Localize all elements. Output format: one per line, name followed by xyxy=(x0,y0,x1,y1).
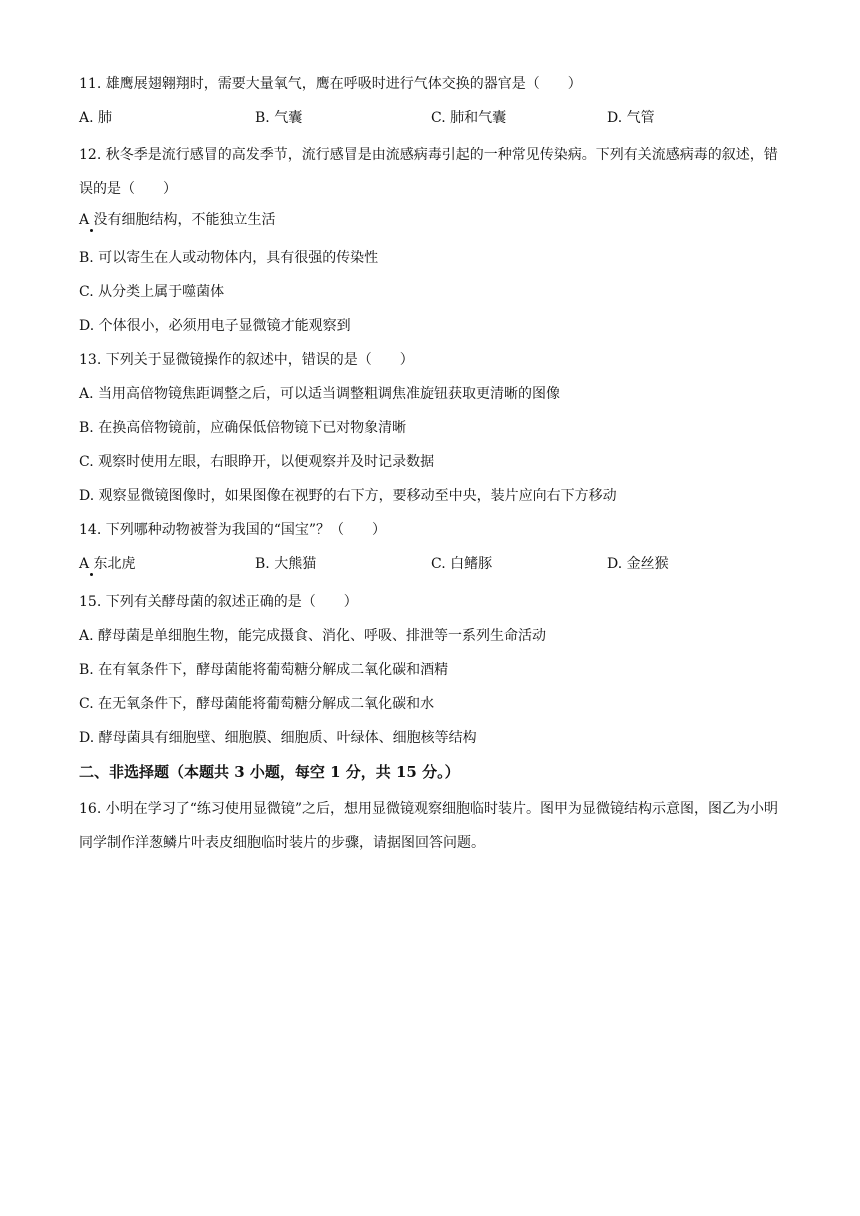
q15-option-a[interactable]: A. 酵母菌是单细胞生物，能完成摄食、消化、呼吸、排泄等一系列生命活动 xyxy=(79,628,547,644)
question-11-options xyxy=(79,104,791,138)
q13-option-c[interactable]: C. 观察时使用左眼，右眼睁开，以便观察并及时记录数据 xyxy=(79,454,435,470)
q14-option-d[interactable]: D. 金丝猴 xyxy=(607,556,669,572)
q11-option-a[interactable]: A. 肺 xyxy=(79,110,113,126)
question-16-stem: 16. 小明在学习了“练习使用显微镜”之后，想用显微镜观察细胞临时装片。图甲为显微镜结构示意图，图乙为小明同学制作洋葱鳞片叶表皮细胞临时装片的步骤，请据图回答问题。 xyxy=(79,801,779,851)
q11-option-b[interactable]: B. 气囊 xyxy=(255,110,303,126)
q13-option-b[interactable]: B. 在换高倍物镜前，应确保低倍物镜下已对物象清晰 xyxy=(79,420,407,436)
q12-option-b[interactable]: B. 可以寄生在人或动物体内，具有很强的传染性 xyxy=(79,250,379,266)
q15-option-b[interactable]: B. 在有氧条件下，酵母菌能将葡萄糖分解成二氧化碳和酒精 xyxy=(79,662,449,678)
q14-option-a-text: A 东北虎 xyxy=(79,556,136,572)
q15-option-c[interactable]: C. 在无氧条件下，酵母菌能将葡萄糖分解成二氧化碳和水 xyxy=(79,696,435,712)
emphasis-dot xyxy=(90,229,93,232)
q14-option-b[interactable]: B. 大熊猫 xyxy=(255,556,317,572)
section-2-title: 二、非选择题（本题共 3 小题，每空 1 分，共 15 分。） xyxy=(79,763,460,781)
question-13-stem: 13. 下列关于显微镜操作的叙述中，错误的是（ ） xyxy=(79,352,414,368)
question-15-stem: 15. 下列有关酵母菌的叙述正确的是（ ） xyxy=(79,594,358,610)
q12-option-a[interactable] xyxy=(79,206,791,244)
question-11-stem: 11. 雄鹰展翅翱翔时，需要大量氧气，鹰在呼吸时进行气体交换的器官是（ ） xyxy=(79,76,582,92)
q13-option-d[interactable]: D. 观察显微镜图像时，如果图像在视野的右下方，要移动至中央，装片应向右下方移动 xyxy=(79,488,617,504)
q11-option-c[interactable]: C. 肺和气囊 xyxy=(431,110,507,126)
question-14-stem: 14. 下列哪种动物被誉为我国的“国宝”？（ ） xyxy=(79,522,387,538)
q11-option-d[interactable]: D. 气管 xyxy=(607,110,655,126)
q12-option-c[interactable]: C. 从分类上属于噬菌体 xyxy=(79,284,225,300)
question-12-stem: 12. 秋冬季是流行感冒的高发季节，流行感冒是由流感病毒引起的一种常见传染病。下列有关流感病毒的叙述，错误的是（ ） xyxy=(79,147,778,197)
q13-option-a[interactable]: A. 当用高倍物镜焦距调整之后，可以适当调整粗调焦准旋钮获取更清晰的图像 xyxy=(79,386,561,402)
q15-option-d[interactable]: D. 酵母菌具有细胞壁、细胞膜、细胞质、叶绿体、细胞核等结构 xyxy=(79,730,477,746)
exam-page xyxy=(79,70,791,860)
q14-option-a[interactable] xyxy=(79,550,255,588)
question-14-options xyxy=(79,550,791,588)
q12-option-d[interactable]: D. 个体很小，必须用电子显微镜才能观察到 xyxy=(79,318,351,334)
q14-option-c[interactable]: C. 白鳍豚 xyxy=(431,556,493,572)
emphasis-dot xyxy=(90,573,93,576)
q12-option-a-text: A 没有细胞结构，不能独立生活 xyxy=(79,212,276,228)
